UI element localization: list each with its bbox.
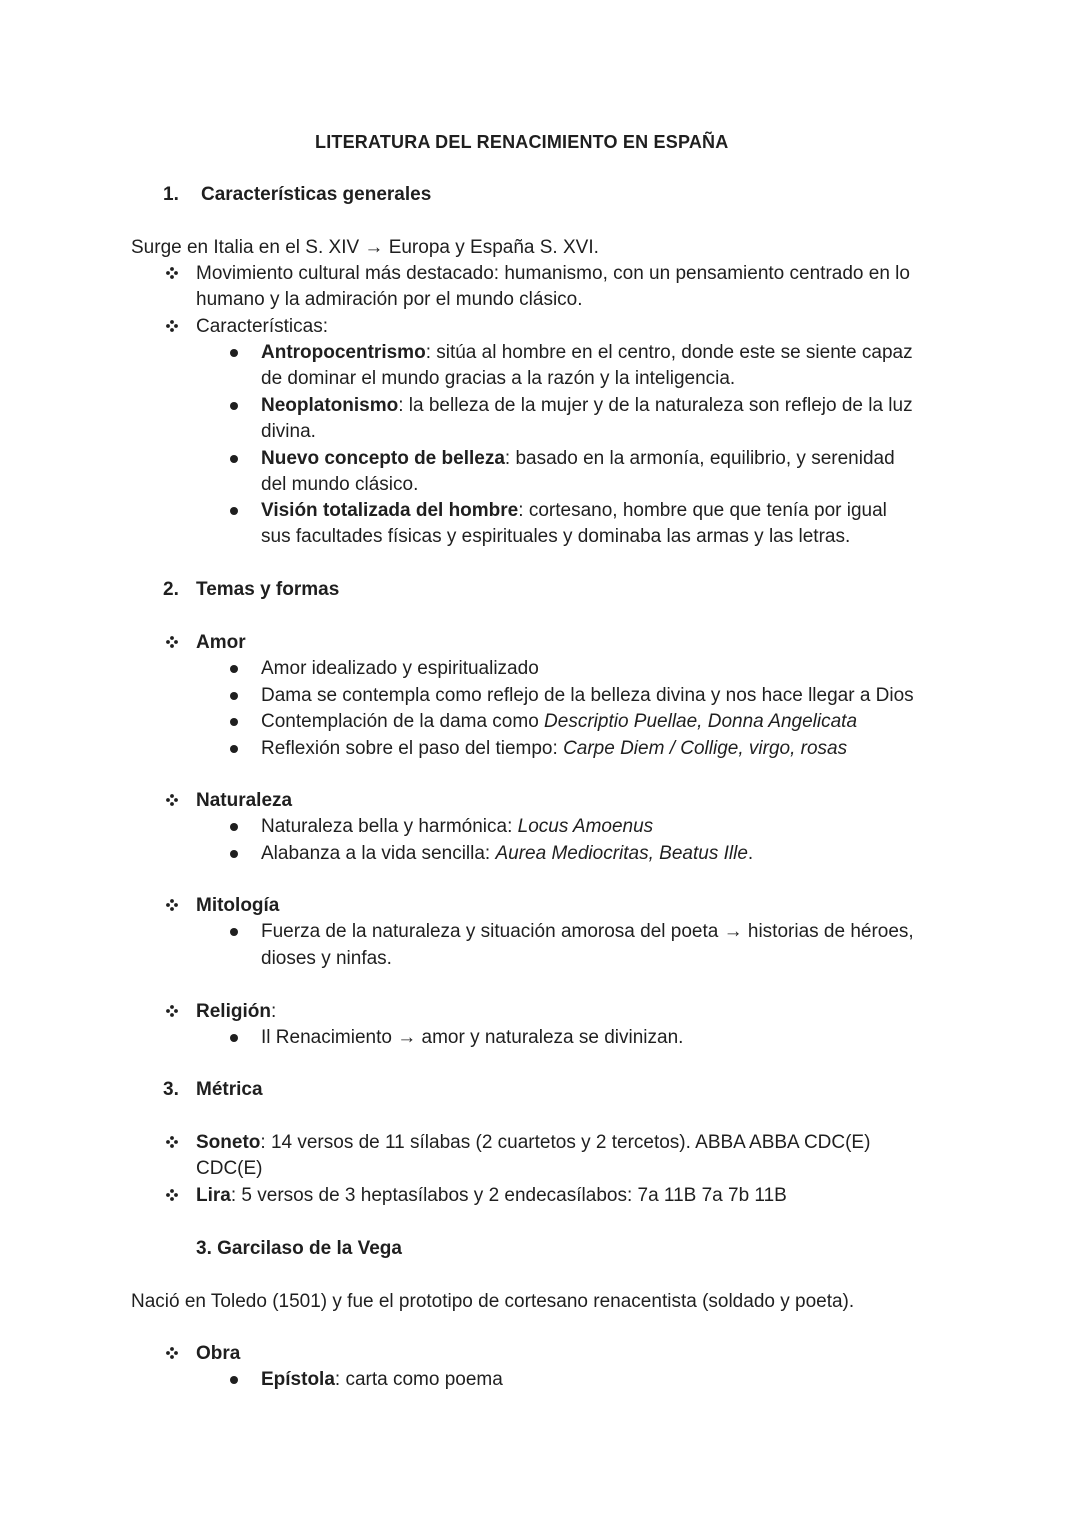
list-item xyxy=(261,1367,503,1393)
diamond-bullet-icon xyxy=(166,899,178,911)
diamond-bullet-icon xyxy=(166,1005,178,1017)
section-garcilaso-intro: Nació en Toledo (1501) y fue el prototipo de cortesano renacentista (soldado y poeta). xyxy=(131,1291,855,1312)
list-item xyxy=(261,736,847,762)
term-description: : la belleza de la mujer y de la naturaleza son reflejo de la luz xyxy=(398,395,913,416)
item-text: Reflexión sobre el paso del tiempo: xyxy=(261,738,564,759)
subsection-mitologia: Mitología xyxy=(196,895,280,916)
list-item: Dama se contempla como reflejo de la belleza divina y nos hace llegar a Dios xyxy=(261,685,914,706)
item-text: Contemplación de la dama como xyxy=(261,711,545,732)
item-text: Naturaleza bella y harmónica: xyxy=(261,816,518,837)
diamond-bullet-icon xyxy=(166,1347,178,1359)
bullet-dot-icon xyxy=(230,850,238,858)
subsection-religion xyxy=(196,999,276,1025)
list-item-continued: del mundo clásico. xyxy=(261,474,419,495)
list-item-continued: sus facultades físicas y espirituales y dominaba las armas y las letras. xyxy=(261,526,851,547)
item-italic-term: Descriptio Puellae, Donna Angelicata xyxy=(544,711,858,732)
list-item xyxy=(261,446,895,472)
list-item xyxy=(261,340,913,366)
bullet-dot-icon xyxy=(230,1376,238,1384)
list-item xyxy=(261,841,753,867)
diamond-bullet-icon xyxy=(166,267,178,279)
list-item-continued: divina. xyxy=(261,421,316,442)
list-item-continued: dioses y ninfas. xyxy=(261,948,392,969)
section-3-heading: Métrica xyxy=(196,1079,263,1100)
bullet-dot-icon xyxy=(230,928,238,936)
diamond-bullet-icon xyxy=(166,320,178,332)
term-vision-totalizada: Visión totalizada del hombre xyxy=(261,500,519,521)
diamond-bullet-icon xyxy=(166,1189,178,1201)
bullet-dot-icon xyxy=(230,745,238,753)
bullet-dot-icon xyxy=(230,507,238,515)
list-item-continued: humano y la admiración por el mundo clásico. xyxy=(196,289,583,310)
bullet-dot-icon xyxy=(230,823,238,831)
bullet-dot-icon xyxy=(230,692,238,700)
term-antropocentrismo: Antropocentrismo xyxy=(261,342,426,363)
term-description: : carta como poema xyxy=(334,1369,503,1390)
bullet-dot-icon xyxy=(230,1034,238,1042)
term-description: : 14 versos de 11 sílabas (2 cuartetos y 2 tercetos). ABBA ABBA CDC(E) xyxy=(260,1132,871,1153)
subsection-naturaleza: Naturaleza xyxy=(196,790,293,811)
term-nuevo-concepto-belleza: Nuevo concepto de belleza xyxy=(261,448,505,469)
subsection-amor: Amor xyxy=(196,632,246,653)
section-1-intro: Surge en Italia en el S. XIV → Europa y España S. XVI. xyxy=(131,237,599,258)
list-item xyxy=(196,1183,787,1209)
section-2-heading: Temas y formas xyxy=(196,579,340,600)
section-1-number: 1. xyxy=(163,184,179,205)
list-item-continued: de dominar el mundo gracias a la razón y la inteligencia. xyxy=(261,368,736,389)
list-item xyxy=(261,393,913,419)
list-item-continued: CDC(E) xyxy=(196,1158,263,1179)
term-description: : basado en la armonía, equilibrio, y serenidad xyxy=(504,448,895,469)
item-italic-term: Aurea Mediocritas, Beatus Ille xyxy=(495,843,748,864)
section-1-heading: Características generales xyxy=(201,184,432,205)
bullet-dot-icon xyxy=(230,349,238,357)
section-3-number: 3. xyxy=(163,1079,179,1100)
diamond-bullet-icon xyxy=(166,794,178,806)
item-text-end: . xyxy=(747,843,754,864)
subsection-colon: : xyxy=(270,1001,277,1022)
term-soneto: Soneto xyxy=(196,1132,261,1153)
page-title: LITERATURA DEL RENACIMIENTO EN ESPAÑA xyxy=(315,132,729,152)
term-description: : 5 versos de 3 heptasílabos y 2 endecasílabos: 7a 11B 7a 7b 11B xyxy=(230,1185,787,1206)
item-italic-term: Locus Amoenus xyxy=(517,816,654,837)
term-description: : cortesano, hombre que que tenía por igual xyxy=(518,500,887,521)
list-item: Fuerza de la naturaleza y situación amorosa del poeta → historias de héroes, xyxy=(261,921,914,942)
list-item: Il Renacimiento → amor y naturaleza se divinizan. xyxy=(261,1027,684,1048)
item-italic-term: Carpe Diem / Collige, virgo, rosas xyxy=(563,738,848,759)
section-garcilaso-heading: 3. Garcilaso de la Vega xyxy=(196,1238,402,1259)
list-item: Características: xyxy=(196,316,328,337)
bullet-dot-icon xyxy=(230,665,238,673)
list-item: Movimiento cultural más destacado: humanismo, con un pensamiento centrado en lo xyxy=(196,263,910,284)
term-neoplatonismo: Neoplatonismo xyxy=(261,395,399,416)
list-item xyxy=(261,498,887,524)
section-2-number: 2. xyxy=(163,579,179,600)
list-item xyxy=(261,709,857,735)
bullet-dot-icon xyxy=(230,455,238,463)
list-item xyxy=(261,814,653,840)
bullet-dot-icon xyxy=(230,402,238,410)
diamond-bullet-icon xyxy=(166,1136,178,1148)
subsection-obra: Obra xyxy=(196,1343,241,1364)
diamond-bullet-icon xyxy=(166,636,178,648)
term-lira: Lira xyxy=(196,1185,231,1206)
list-item: Amor idealizado y espiritualizado xyxy=(261,658,539,679)
subsection-label: Religión xyxy=(196,1001,271,1022)
bullet-dot-icon xyxy=(230,718,238,726)
item-text: Alabanza a la vida sencilla: xyxy=(261,843,496,864)
term-description: : sitúa al hombre en el centro, donde este se siente capaz xyxy=(425,342,913,363)
list-item xyxy=(196,1130,870,1156)
term-epistola: Epístola xyxy=(261,1369,335,1390)
